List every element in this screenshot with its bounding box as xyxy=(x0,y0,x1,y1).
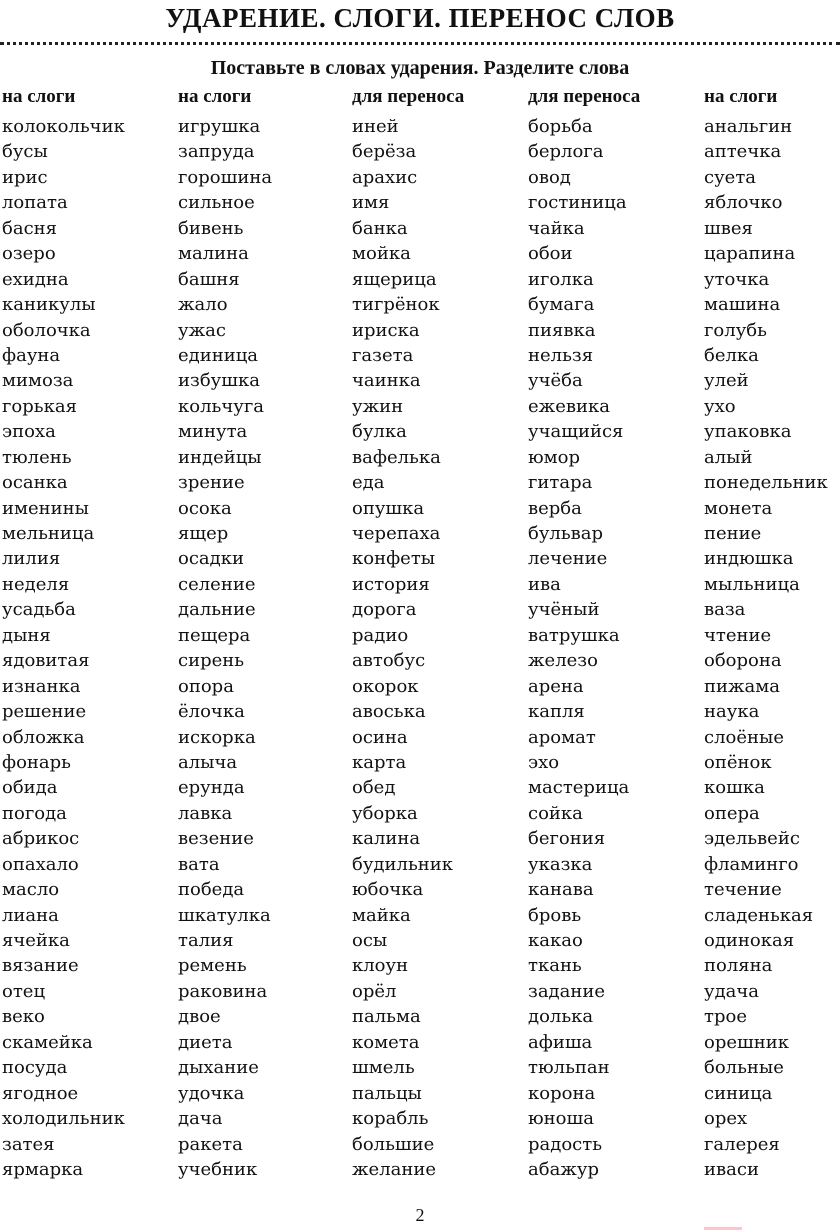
word-item: лопата xyxy=(2,192,68,214)
word-item: горошина xyxy=(178,166,273,188)
word-item: бумага xyxy=(528,294,595,316)
word-item: удочка xyxy=(178,1082,245,1104)
word-item: бровь xyxy=(528,904,582,926)
word-item: ватрушка xyxy=(528,624,620,646)
word-item: погода xyxy=(2,802,67,824)
word-item: кольчуга xyxy=(178,395,264,417)
column-header: на слоги xyxy=(704,86,778,107)
word-item: чтение xyxy=(704,624,772,646)
word-item: мельница xyxy=(2,523,95,544)
word-item: карта xyxy=(352,751,407,773)
word-item: конфеты xyxy=(352,548,436,570)
word-item: лечение xyxy=(528,548,608,570)
word-item: фауна xyxy=(2,344,61,366)
word-item: большие xyxy=(352,1133,435,1155)
page-title: УДАРЕНИЕ. СЛОГИ. ПЕРЕНОС СЛОВ xyxy=(165,3,675,33)
word-item: царапина xyxy=(704,243,796,265)
word-item: овод xyxy=(528,166,571,188)
word-item: клоун xyxy=(352,955,409,977)
word-item: орешник xyxy=(704,1031,789,1053)
word-item: опёнок xyxy=(704,751,772,773)
exercise-instruction: Поставьте в словах ударения. Разделите слова xyxy=(210,57,630,79)
word-item: дача xyxy=(178,1108,223,1130)
word-item: оболочка xyxy=(2,319,91,341)
word-item: берлога xyxy=(528,141,604,163)
word-item: оборона xyxy=(704,650,782,672)
word-item: обида xyxy=(2,777,58,799)
word-item: обои xyxy=(528,243,573,265)
word-item: зрение xyxy=(178,472,245,494)
word-item: тюлень xyxy=(2,446,72,468)
word-item: ткань xyxy=(528,955,582,977)
word-list xyxy=(528,114,703,1182)
word-item: чайка xyxy=(528,217,585,239)
word-item: банка xyxy=(352,217,408,239)
word-item: радио xyxy=(352,624,409,646)
word-item: афиша xyxy=(528,1031,593,1053)
word-item: арена xyxy=(528,675,584,697)
word-item: пещера xyxy=(178,624,251,646)
word-item: долька xyxy=(528,1006,594,1028)
word-item: малина xyxy=(178,243,249,265)
word-item: избушка xyxy=(178,370,260,392)
word-column-1 xyxy=(2,84,177,1182)
word-item: имя xyxy=(352,192,390,214)
word-item: ежевика xyxy=(528,395,610,417)
word-item: ёлочка xyxy=(178,701,245,723)
word-item: обложка xyxy=(2,726,85,748)
word-item: понедельник xyxy=(704,472,828,494)
word-item: суета xyxy=(704,166,757,188)
word-item: каникулы xyxy=(2,294,96,316)
word-item: ячейка xyxy=(2,930,70,951)
word-item: будильник xyxy=(352,853,453,875)
word-item: опахало xyxy=(2,853,79,875)
word-item: обед xyxy=(352,777,396,799)
word-item: булка xyxy=(352,421,407,443)
word-item: дыня xyxy=(2,624,51,646)
word-column-4 xyxy=(528,84,703,1182)
word-item: лиана xyxy=(2,904,59,926)
word-item: машина xyxy=(704,294,781,316)
word-item: ужас xyxy=(178,319,226,341)
word-item: озеро xyxy=(2,243,56,265)
word-item: везение xyxy=(178,828,254,850)
word-item: иголка xyxy=(528,268,594,290)
word-item: двое xyxy=(178,1006,221,1028)
word-item: шкатулка xyxy=(178,904,271,926)
word-item: холодильник xyxy=(2,1108,125,1130)
word-item: ядовитая xyxy=(2,650,90,672)
word-item: бульвар xyxy=(528,523,604,544)
word-item: вата xyxy=(178,853,220,875)
word-item: вафелька xyxy=(352,446,441,468)
word-item: яблочко xyxy=(704,192,783,214)
word-item: посуда xyxy=(2,1057,68,1079)
word-item: тюльпан xyxy=(528,1057,610,1079)
word-item: пижама xyxy=(704,675,781,697)
word-item: осока xyxy=(178,497,232,519)
word-item: лавка xyxy=(178,802,233,824)
word-item: еда xyxy=(352,472,385,494)
word-item: ехидна xyxy=(2,268,69,290)
word-item: алыча xyxy=(178,751,238,773)
word-item: сойка xyxy=(528,802,583,824)
word-item: слоёные xyxy=(704,726,784,748)
word-item: учёба xyxy=(528,370,583,392)
word-item: нельзя xyxy=(528,344,594,366)
word-item: усадьба xyxy=(2,599,76,621)
word-item: горькая xyxy=(2,395,77,417)
word-item: сильное xyxy=(178,192,255,214)
print-mark xyxy=(704,1227,742,1230)
word-item: корабль xyxy=(352,1108,429,1130)
word-item: упаковка xyxy=(704,421,792,443)
word-item: алый xyxy=(704,446,753,468)
word-item: именины xyxy=(2,497,89,519)
word-item: ваза xyxy=(704,599,746,621)
word-item: калина xyxy=(352,828,421,850)
word-item: история xyxy=(352,573,430,595)
word-item: диета xyxy=(178,1031,233,1053)
word-item: решение xyxy=(2,701,87,723)
word-item: корона xyxy=(528,1082,596,1104)
word-item: уточка xyxy=(704,268,770,290)
word-item: иней xyxy=(352,116,399,137)
word-list xyxy=(352,114,527,1182)
word-item: желание xyxy=(352,1158,437,1180)
word-item: селение xyxy=(178,573,256,595)
word-item: масло xyxy=(2,879,60,901)
word-item: синица xyxy=(704,1082,773,1104)
word-item: течение xyxy=(704,879,782,901)
word-item: минута xyxy=(178,421,248,443)
word-item: кошка xyxy=(704,777,765,799)
word-item: окорок xyxy=(352,675,419,697)
word-item: ириска xyxy=(352,319,420,341)
word-item: газета xyxy=(352,344,414,366)
word-item: тигрёнок xyxy=(352,294,440,316)
word-item: пальцы xyxy=(352,1082,422,1104)
column-header: для переноса xyxy=(352,86,465,107)
word-item: веко xyxy=(2,1006,45,1028)
word-item: анальгин xyxy=(704,116,793,137)
word-item: абрикос xyxy=(2,828,80,850)
word-item: юноша xyxy=(528,1108,594,1130)
word-item: вязание xyxy=(2,955,79,977)
word-item: учёный xyxy=(528,599,600,621)
word-item: ракета xyxy=(178,1133,243,1155)
word-item: ящер xyxy=(178,523,229,544)
word-item: канава xyxy=(528,879,594,901)
word-item: бивень xyxy=(178,217,244,239)
word-item: сладенькая xyxy=(704,904,814,926)
word-item: осы xyxy=(352,930,388,951)
word-item: мойка xyxy=(352,243,411,265)
word-item: поляна xyxy=(704,955,773,977)
word-item: учебник xyxy=(178,1158,258,1180)
word-item: орех xyxy=(704,1108,748,1130)
word-item: юмор xyxy=(528,446,581,468)
word-item: лилия xyxy=(2,548,61,570)
word-item: дальние xyxy=(178,599,256,621)
word-item: единица xyxy=(178,344,259,366)
word-item: мыльница xyxy=(704,573,800,595)
word-item: победа xyxy=(178,879,245,901)
word-item: ирис xyxy=(2,166,48,188)
word-item: игрушка xyxy=(178,116,261,137)
word-item: аромат xyxy=(528,726,596,748)
word-item: ухо xyxy=(704,395,736,417)
word-item: бегония xyxy=(528,828,606,850)
word-item: уборка xyxy=(352,802,418,824)
word-item: осина xyxy=(352,726,408,748)
word-item: удача xyxy=(704,980,760,1002)
word-item: запруда xyxy=(178,141,255,163)
word-item: эпоха xyxy=(2,421,56,443)
word-item: ремень xyxy=(178,955,247,977)
word-item: борьба xyxy=(528,116,593,137)
word-item: белка xyxy=(704,344,759,366)
word-item: чаинка xyxy=(352,370,421,392)
word-item: пальма xyxy=(352,1006,421,1028)
word-item: бусы xyxy=(2,141,48,163)
word-item: железо xyxy=(528,650,598,672)
word-item: опора xyxy=(178,675,234,697)
word-item: майка xyxy=(352,904,411,926)
word-item: голубь xyxy=(704,319,767,341)
word-item: улей xyxy=(704,370,749,392)
word-item: эдельвейс xyxy=(704,828,800,850)
word-list xyxy=(704,114,840,1182)
word-item: наука xyxy=(704,701,760,723)
word-item: колокольчик xyxy=(2,116,125,137)
word-item: ягодное xyxy=(2,1082,79,1104)
word-item: берёза xyxy=(352,141,417,163)
word-item: швея xyxy=(704,217,753,239)
word-column-3 xyxy=(352,84,527,1182)
column-header: на слоги xyxy=(178,86,252,107)
word-item: дорога xyxy=(352,599,417,621)
word-item: пиявка xyxy=(528,319,596,341)
word-item: радость xyxy=(528,1133,603,1155)
word-item: комета xyxy=(352,1031,420,1053)
word-item: изнанка xyxy=(2,675,81,697)
word-item: сирень xyxy=(178,650,245,672)
word-item: ярмарка xyxy=(2,1158,84,1180)
word-item: авоська xyxy=(352,701,426,723)
word-item: опушка xyxy=(352,497,425,519)
word-item: какао xyxy=(528,930,583,951)
word-item: затея xyxy=(2,1133,55,1155)
word-item: фламинго xyxy=(704,853,799,875)
word-item: больные xyxy=(704,1057,784,1079)
word-item: отец xyxy=(2,980,46,1002)
word-item: капля xyxy=(528,701,585,723)
word-list xyxy=(178,114,353,1182)
word-item: башня xyxy=(178,268,240,290)
page-number: 2 xyxy=(415,1205,425,1225)
word-item: дыхание xyxy=(178,1057,259,1079)
word-item: гитара xyxy=(528,472,593,494)
word-item: индейцы xyxy=(178,446,262,468)
word-item: гостиница xyxy=(528,192,627,214)
word-item: иваси xyxy=(704,1158,759,1180)
word-item: верба xyxy=(528,497,582,519)
word-item: басня xyxy=(2,217,58,239)
word-item: монета xyxy=(704,497,773,519)
word-item: одинокая xyxy=(704,930,795,951)
word-item: ужин xyxy=(352,395,404,417)
word-item: абажур xyxy=(528,1158,599,1180)
word-item: черепаха xyxy=(352,523,441,544)
word-item: жало xyxy=(178,294,228,316)
word-item: ива xyxy=(528,573,561,595)
word-item: раковина xyxy=(178,980,268,1002)
word-item: мимоза xyxy=(2,370,74,392)
word-item: эхо xyxy=(528,751,560,773)
word-item: шмель xyxy=(352,1057,415,1079)
word-item: галерея xyxy=(704,1133,780,1155)
word-item: арахис xyxy=(352,166,418,188)
word-item: опера xyxy=(704,802,760,824)
word-item: учащийся xyxy=(528,421,624,443)
word-item: аптечка xyxy=(704,141,782,163)
word-item: мастерица xyxy=(528,777,630,799)
word-column-5 xyxy=(704,84,840,1182)
word-item: орёл xyxy=(352,980,397,1002)
word-item: ерунда xyxy=(178,777,245,799)
word-item: осанка xyxy=(2,472,68,494)
word-item: трое xyxy=(704,1006,747,1028)
column-header: для переноса xyxy=(528,86,641,107)
dotted-divider xyxy=(0,42,840,45)
word-item: скамейка xyxy=(2,1031,93,1053)
word-item: указка xyxy=(528,853,593,875)
word-column-2 xyxy=(178,84,353,1182)
word-item: юбочка xyxy=(352,879,424,901)
word-item: искорка xyxy=(178,726,256,748)
word-item: талия xyxy=(178,930,234,951)
column-header: на слоги xyxy=(2,86,76,107)
word-item: фонарь xyxy=(2,751,71,773)
word-list xyxy=(2,114,177,1182)
word-item: автобус xyxy=(352,650,426,672)
word-item: индюшка xyxy=(704,548,794,570)
word-item: ящерица xyxy=(352,268,437,290)
word-item: задание xyxy=(528,980,606,1002)
word-item: пение xyxy=(704,523,762,544)
word-item: неделя xyxy=(2,573,70,595)
word-item: осадки xyxy=(178,548,244,570)
